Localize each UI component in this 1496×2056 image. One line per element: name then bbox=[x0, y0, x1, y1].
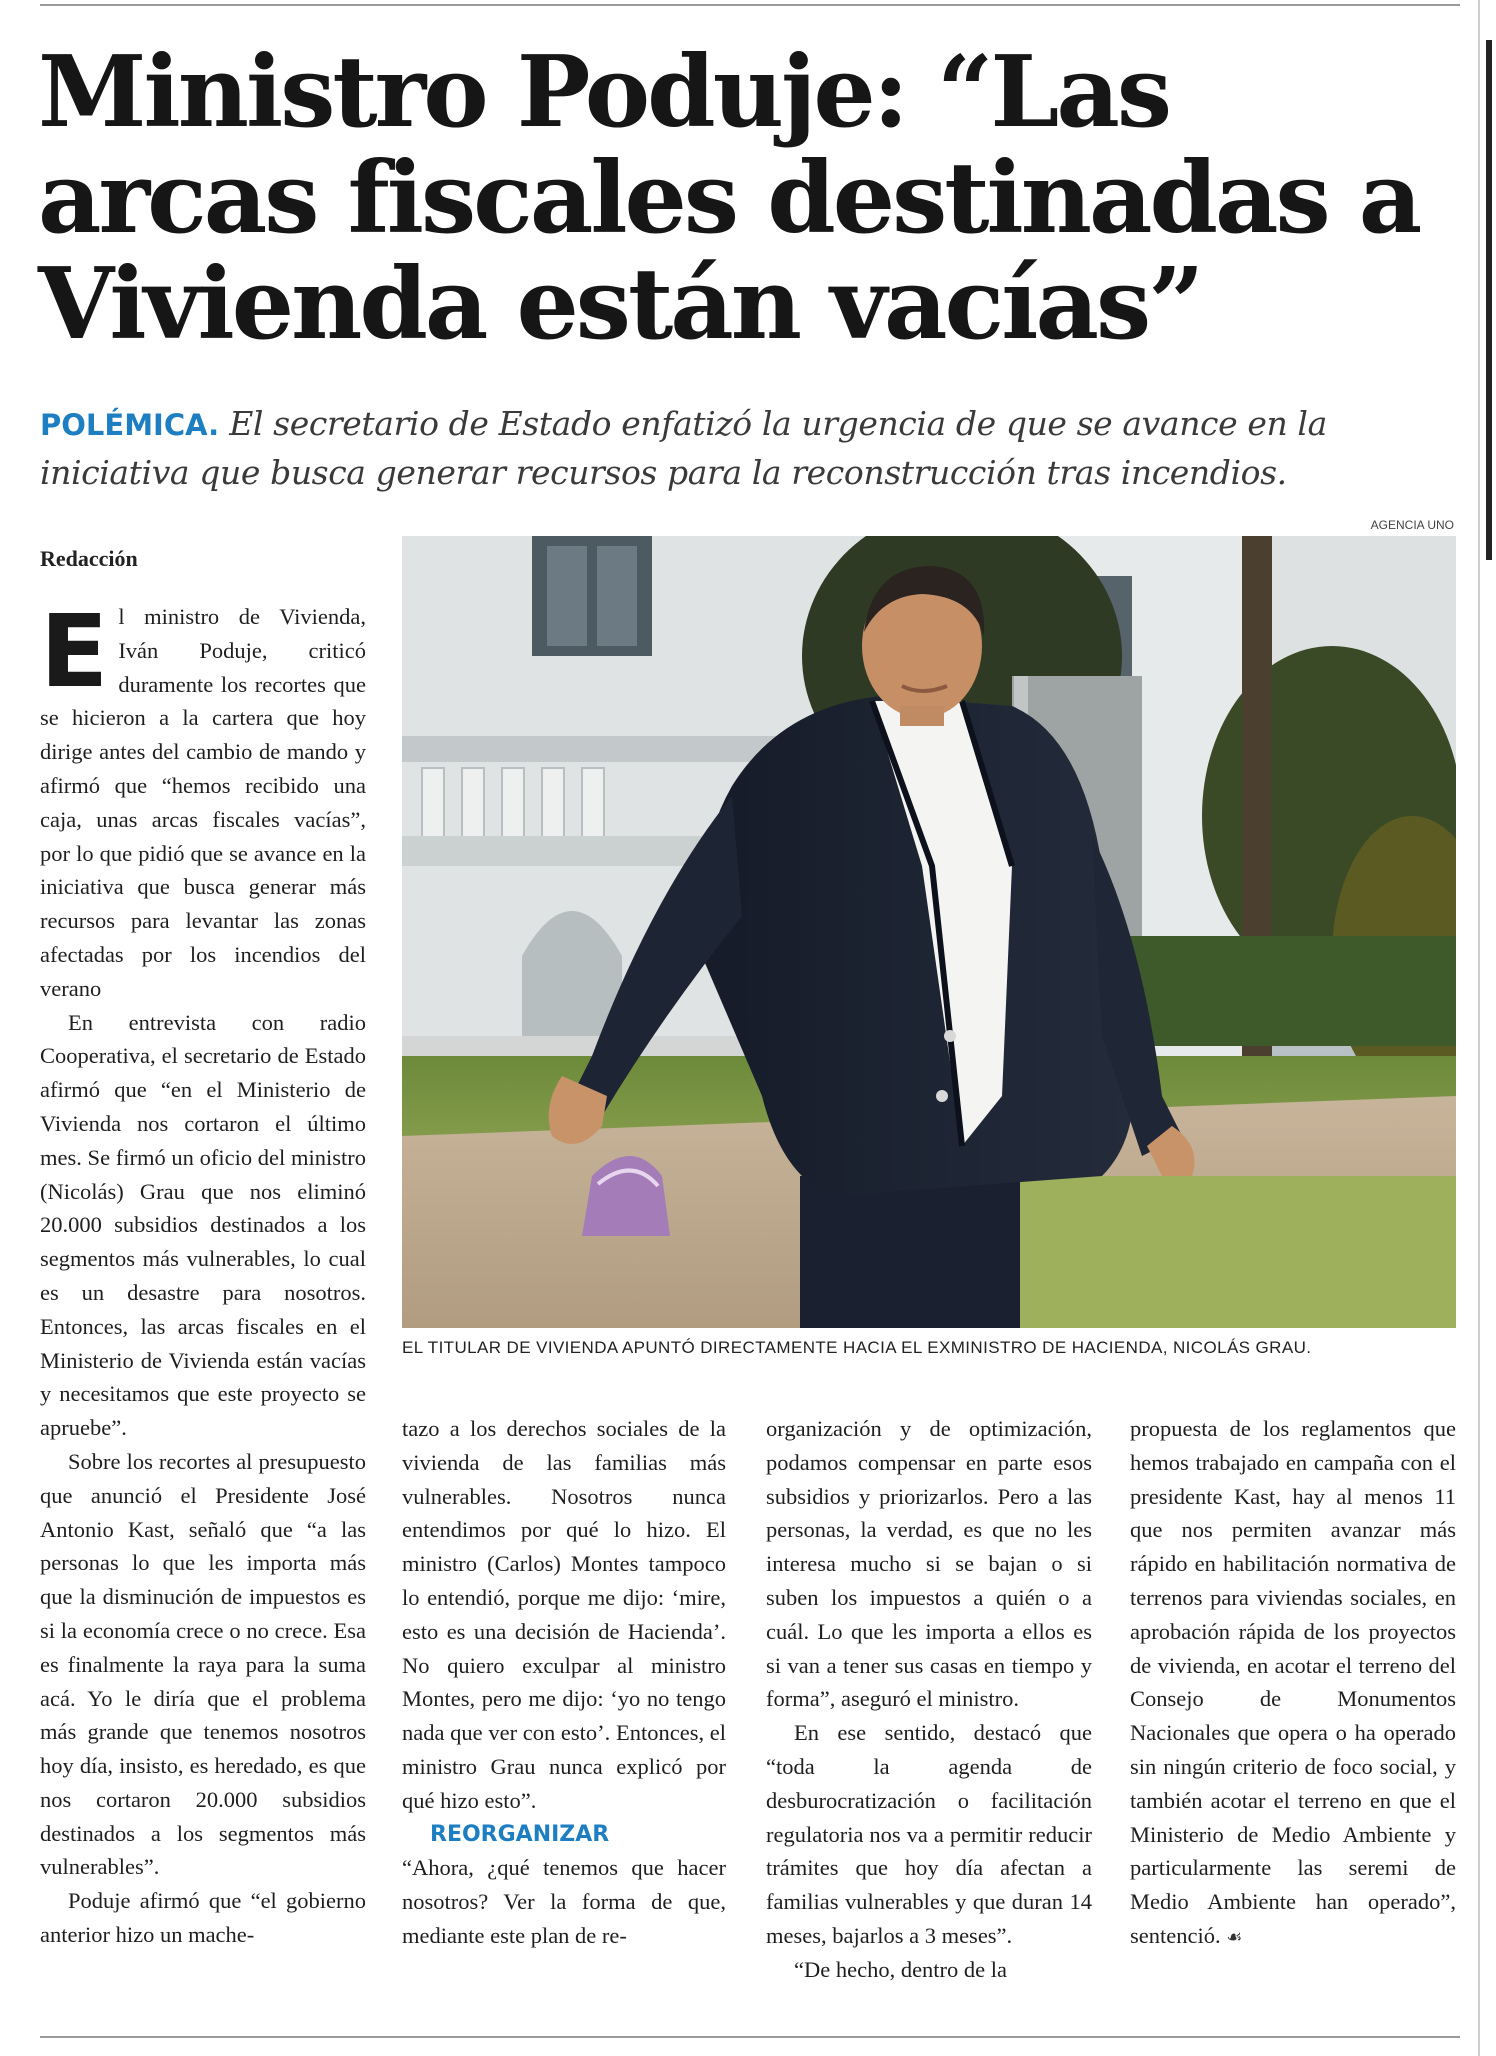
paragraph-lead bbox=[40, 593, 366, 1006]
headline: Ministro Poduje: “Las arcas fiscales destinadas a Vivienda están vacías” bbox=[38, 35, 1420, 362]
photo-credit: AGENCIA UNO bbox=[1370, 518, 1454, 532]
article-column-1 bbox=[40, 593, 366, 1952]
paragraph bbox=[1130, 1412, 1456, 1955]
paragraph: En ese sentido, destacó que “toda la agenda de desburocratización o facilitación regulatoria nos va a permitir reducir trámites que hoy día afectan a familias vulnerables y que duran 14 meses, bajarlos a 3 meses”. bbox=[766, 1720, 1092, 1948]
deck-text: El secretario de Estado enfatizó la urgencia de que se avance en la iniciativa que busca generar recursos para la reconstrucción tras incendios. bbox=[40, 404, 1327, 492]
paragraph: Sobre los recortes al presupuesto que anunció el Presidente José Antonio Kast, señaló que “a las personas lo que les importa más que la disminución de impuestos es si la economía crece o no crece. Esa es finalmente la raya para la suma acá. Yo le diría que el problema más grande que tenemos nosotros hoy día, insisto, es heredado, es que nos cortaron 20.000 subsidios destinados a los segmentos más vulnerables”. bbox=[40, 1448, 366, 1880]
drop-cap: E bbox=[40, 593, 109, 710]
end-mark-icon: ☙ bbox=[1226, 1926, 1243, 1948]
paragraph: organización y de optimización, podamos compensar en parte esos subsidios y priorizarlos. Pero a las personas, la verdad, es que no les interesa mucho si se bajan o si suben los impuestos a quién o a cuál. Lo que les importa a ellos es si van a tener sus casas en tiempo y forma”, aseguró el ministro. bbox=[766, 1416, 1092, 1712]
article-column-2 bbox=[402, 1412, 726, 1953]
article-photo bbox=[402, 536, 1456, 1328]
byline: Redacción bbox=[40, 546, 138, 571]
page-edge-rule bbox=[1478, 0, 1480, 2056]
kicker: POLÉMICA. bbox=[40, 408, 220, 442]
paragraph-text: propuesta de los reglamentos que hemos trabajado en campaña con el presidente Kast, hay al menos 11 que nos permiten avanzar más rápido en habilitación normativa de terrenos para viviendas sociales, en aprobación rápida de los proyectos de vivienda, en acotar el terreno del Consejo de Monumentos Nacionales que opera o ha operado sin ningún criterio de foco social, y también acotar el terreno en que el Ministerio de Medio Ambiente y particularmente las seremi de Medio Ambiente han operado”, sentenció. bbox=[1130, 1416, 1456, 1948]
adjacent-page-edge bbox=[1486, 40, 1492, 560]
section-subtitle: REORGANIZAR bbox=[430, 1821, 610, 1847]
paragraph: En entrevista con radio Cooperativa, el secretario de Estado afirmó que “en el Ministerio de Vivienda nos cortaron el último mes. Se firmó un oficio del ministro (Nicolás) Grau que nos eliminó 20.000 subsidios destinados a los segmentos más vulnerables, lo cual es un desastre para nosotros. Entonces, las arcas fiscales en el Ministerio de Vivienda están vacías y necesitamos que este proyecto se apruebe”. bbox=[40, 1009, 366, 1441]
paragraph: Poduje afirmó que “el gobierno anterior hizo un mache- bbox=[40, 1888, 366, 1948]
paragraph: “Ahora, ¿qué tenemos que hacer nosotros? Ver la forma de que, mediante este plan de re- bbox=[402, 1855, 726, 1948]
top-rule bbox=[40, 4, 1460, 6]
paragraph: tazo a los derechos sociales de la vivienda de las familias más vulnerables. Nosotros nunca entendimos por qué lo hizo. El ministro (Carlos) Montes tampoco lo entendió, porque me dijo: ‘mire, esto es una decisión de Hacienda’. No quiero exculpar al ministro Montes, pero me dijo: ‘yo no tengo nada que ver con esto’. Entonces, el ministro Grau nunca explicó por qué hizo esto”. bbox=[402, 1416, 726, 1813]
article-column-3 bbox=[766, 1412, 1092, 1987]
bottom-rule bbox=[40, 2036, 1460, 2038]
paragraph: “De hecho, dentro de la bbox=[794, 1956, 1008, 1982]
article-column-4 bbox=[1130, 1412, 1456, 1955]
paragraph-lead-text: l ministro de Vivienda, Iván Poduje, criticó duramente los recortes que se hicieron a la cartera que hoy dirige antes del cambio de mando y afirmó que “hemos recibido una caja, unas arcas fiscales vacías”, por lo que pidió que se avance en la iniciativa que busca generar más recursos para levantar las zonas afectadas por los incendios del verano bbox=[40, 604, 366, 1001]
deck bbox=[40, 400, 1460, 497]
photo-caption: EL TITULAR DE VIVIENDA APUNTÓ DIRECTAMENTE HACIA EL EXMINISTRO DE HACIENDA, NICOLÁS GRAU. bbox=[402, 1338, 1312, 1357]
